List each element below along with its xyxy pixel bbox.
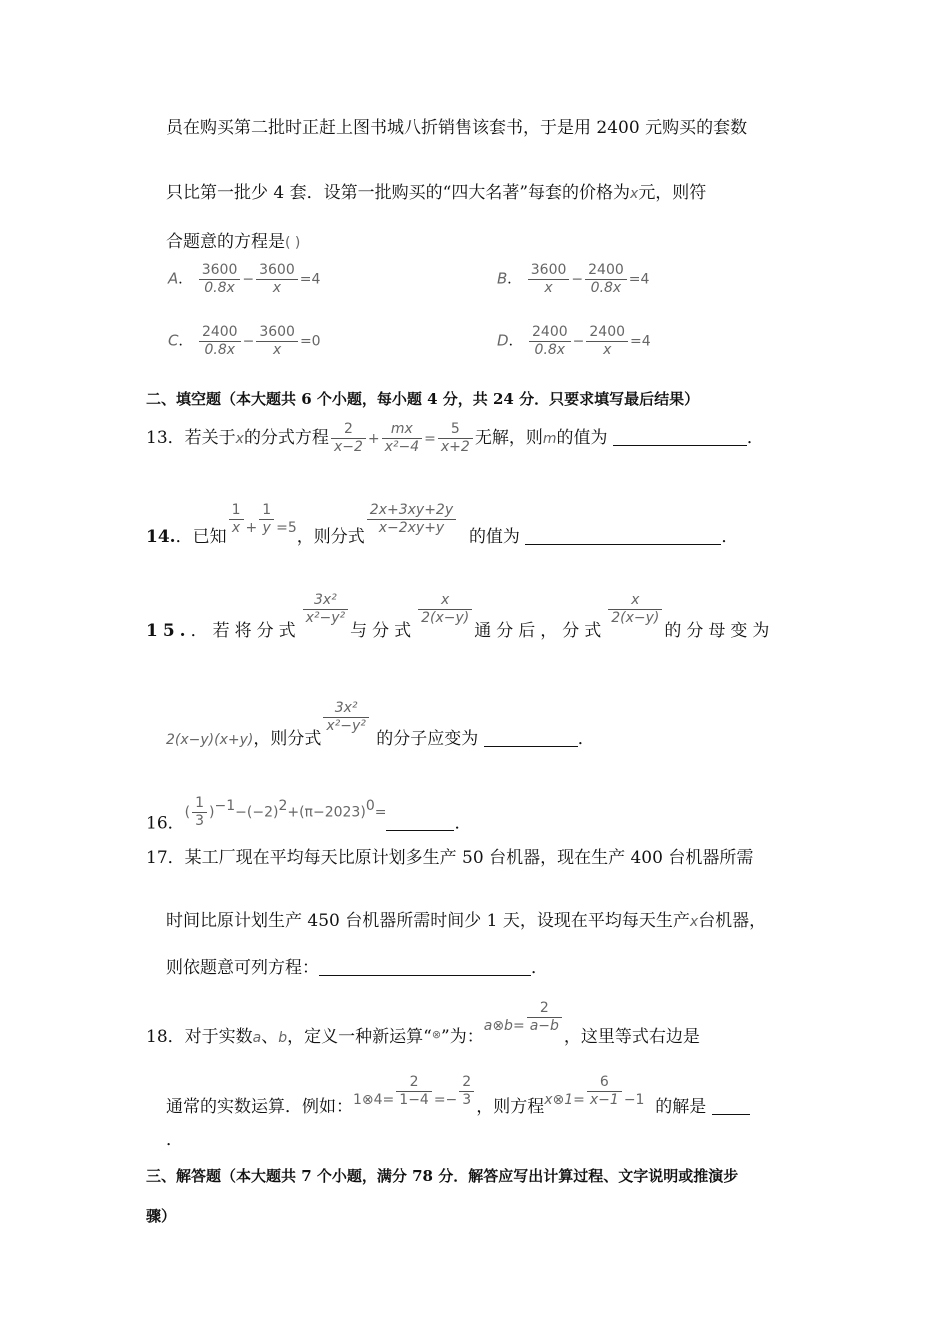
op: + [367,431,380,447]
eq-left: x⊗1= [544,1092,585,1108]
q18-text5: 通常的实数运算．例如： [166,1097,353,1117]
question-14 [146,502,738,557]
q18-line1 [146,1000,700,1063]
q17-line3 [166,958,548,978]
frac-num: 3600 [256,324,298,342]
q12-line2 [166,183,706,204]
option-label: C [168,331,179,350]
rhs: =4 [299,271,321,288]
var-x: x [689,914,699,930]
q15-denominator: 2(x−y)(x+y) [166,732,254,748]
otimes: ⊗ [431,1028,442,1041]
q12-line1: 员在购买第二批时正赶上图书城八折销售该套书，于是用 2400 元购买的套数 [166,118,748,138]
q14-num: 14. [146,527,176,547]
period: ． [531,958,548,978]
answer-blank-18[interactable] [712,1098,750,1115]
q17-text3: 则依题意可列方程： [166,958,319,978]
def-left: a⊗b= [483,1018,525,1034]
period: ． [746,428,764,448]
rhs: =5 [276,520,297,536]
var-x: x [630,186,639,202]
eq: =− [433,1092,458,1108]
frac-den: x [231,520,241,536]
answer-paren: ( ) [285,235,301,251]
frac-den: 0.8x [204,280,235,296]
period: ． [721,527,739,547]
frac-den: x [544,280,553,296]
frac-den: x−2xy+y [378,520,445,536]
frac-num: 2400 [586,324,628,342]
option-d[interactable]: D． $\frac{2400}{0.8x}$ − $\frac{2400}{x}$ =4 [497,324,651,358]
frac-num: 2400 [585,262,627,280]
option-label: D [497,331,509,350]
q13-text2: 无解，则 [474,428,543,448]
frac-num: 3x² [303,592,349,610]
frac-den: 0.8x [204,342,236,358]
question-15-line2 [166,700,595,770]
option-label: A [168,269,179,288]
q18-text6: ，则方程 [476,1097,545,1117]
frac-den: 1−4 [399,1092,429,1108]
frac-num: 2400 [529,324,571,342]
q17-text: 时间比原计划生产 450 台机器所需时间少 1 天，设现在平均每天生产 [166,911,690,931]
frac-num: x [418,592,472,610]
example-left: 1⊗4= [353,1092,395,1108]
op: + [245,520,258,536]
q18-text3: ”为： [441,1027,484,1047]
frac-num: mx [382,421,423,439]
frac-den: y [262,520,271,536]
frac-den: 2(x−y) [421,610,470,626]
q12-line3-text: 合题意的方程是 [166,232,285,252]
frac-den: x [603,342,612,358]
q17-text2: 台机器， [698,911,767,931]
op: − [571,271,584,288]
frac-num: 2 [527,1000,562,1018]
frac-den: 3 [195,812,205,829]
op: − [242,271,255,288]
q18-text2: ，定义一种新运算“ [287,1027,432,1047]
answer-blank-14[interactable] [525,528,721,545]
frac-den: x²−y² [326,718,366,734]
rhs: =0 [299,333,321,350]
frac-num: 1 [259,502,274,520]
q16-num: 16． [146,813,185,834]
expr: +(π−2023) [287,804,366,821]
frac-num: 3600 [528,262,570,280]
option-a[interactable]: A． $\frac{3600}{0.8x}$ − $\frac{3600}{x}$ =4 [168,262,321,296]
var-b: b [278,1030,288,1046]
frac-num: 2 [459,1074,474,1092]
q18-dot: ． [166,1130,183,1150]
q15-num: 15. [146,621,191,641]
frac-den: x²−y² [305,610,346,626]
q12-line2-tail: 元，则符 [638,183,707,203]
op: − [572,333,585,350]
op: = [424,431,436,447]
frac-den: x [272,342,282,358]
question-15-line1 [146,592,774,661]
var-x: x [235,431,244,447]
q14-text: ．已知 [175,527,227,547]
q15-text3: 通分后，分式 [474,621,607,641]
frac-den: x [272,280,282,296]
frac-num: 5 [438,421,473,439]
q17-line1: 17．某工厂现在平均每天比原计划多生产 50 台机器，现在生产 400 台机器所需 [146,848,754,868]
option-label: B [497,269,508,288]
paren: ( [184,804,191,821]
q18-text7: 的解是 [655,1097,707,1117]
frac-den: x²−4 [384,439,420,455]
frac-den: x+2 [440,439,470,455]
q18-text: 18．对于实数 [146,1027,253,1047]
frac-num: 3600 [199,262,241,280]
frac-num: 3x² [323,700,369,718]
section3-heading: 三、解答题（本大题共 7 个小题，满分 78 分．解答应写出计算过程、文字说明或推演步 [146,1167,739,1185]
q13-text3: 的值为 [556,428,608,448]
q14-text3: 的值为 [468,527,520,547]
q13-num: 13．若关于 [146,428,236,448]
frac-num: 2x+3xy+2y [367,502,456,520]
frac-den: x−1 [589,1092,619,1108]
frac-den: a−b [529,1018,559,1034]
frac-den: 3 [462,1092,472,1108]
rhs: =4 [628,271,650,288]
frac-den: 0.8x [534,342,566,358]
rhs: =4 [630,333,651,350]
q18-line2 [166,1074,750,1132]
frac-num: 3600 [256,262,298,280]
section2-heading: 二、填空题（本大题共 6 个小题，每小题 4 分，共 24 分．只要求填写最后结果） [146,390,700,408]
expr: −(−2) [235,804,279,821]
frac-num: 1 [192,795,207,813]
var-m: m [542,431,557,447]
paren: ) [209,804,215,821]
sep: 、 [261,1027,279,1047]
frac-num: 2 [331,421,366,439]
option-b[interactable]: B． $\frac{3600}{x}$ − $\frac{2400}{0.8x}$ =4 [497,262,650,296]
answer-blank-17[interactable] [319,959,531,976]
question-16: 16．( $\frac{1}{3}$ )$^{-1}-(-2)^2+(\pi-2023)^0=$． [146,794,472,834]
period: ． [577,729,595,749]
section3-heading-cont: 骤） [146,1207,177,1225]
frac-den: 2(x−y) [611,610,660,626]
var-a: a [252,1030,262,1046]
eq: = [374,804,387,821]
frac-num: 1 [229,502,244,520]
question-13 [146,418,764,459]
frac-num: 2 [396,1074,432,1092]
q18-text4: ，这里等式右边是 [563,1027,700,1047]
q12-line3 [166,232,300,253]
option-c[interactable]: C． $\frac{2400}{0.8x}$ − $\frac{3600}{x}$ =0 [168,324,321,358]
frac-den: x−2 [333,439,363,455]
answer-blank-16[interactable] [386,814,454,831]
frac-num: 2400 [199,324,241,342]
eq-right: −1 [623,1092,645,1108]
q17-line2 [166,911,766,932]
period: ． [454,813,472,834]
frac-num: x [608,592,662,610]
answer-blank-15[interactable] [484,730,578,747]
frac-den: 0.8x [590,280,622,296]
op: − [242,333,255,350]
q15-text2: 与分式 [350,621,417,641]
answer-blank-13[interactable] [613,429,747,446]
frac-num: 6 [587,1074,622,1092]
q13-text: 的分式方程 [243,428,329,448]
q15-text: ．若将分式 [190,621,301,641]
q15-text5: ，则分式 [253,729,322,749]
q12-line2-text: 只比第一批少 4 套．设第一批购买的“四大名著”每套的价格为 [166,183,631,203]
q15-text6: 的分子应变为 [376,729,479,749]
q15-text4: 的分母变为 [664,621,775,641]
q14-text2: ，则分式 [296,527,365,547]
